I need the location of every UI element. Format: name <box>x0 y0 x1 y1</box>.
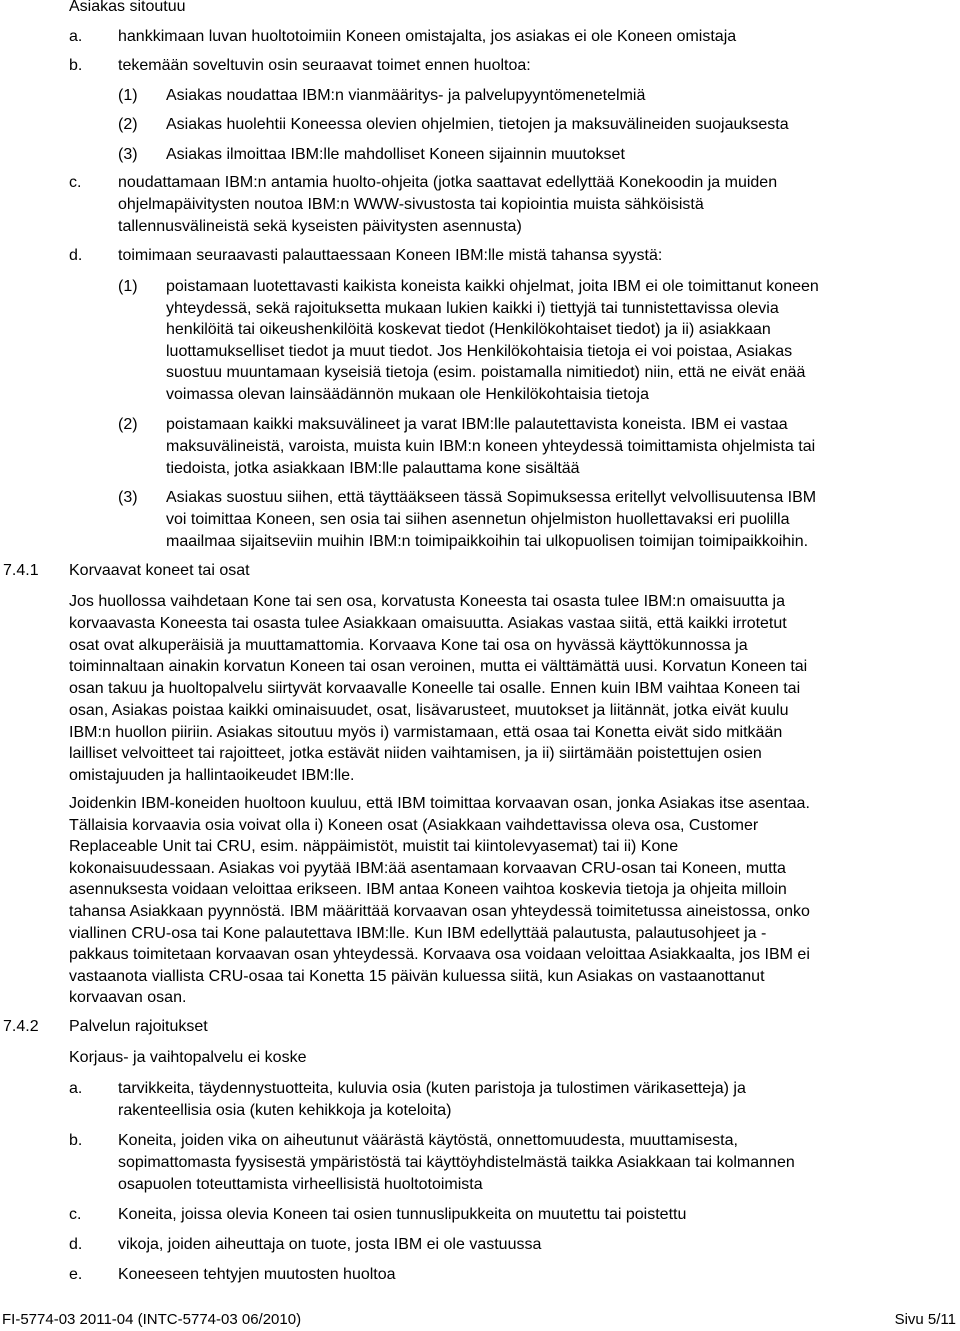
footer-page-number: Sivu 5/11 <box>894 1311 956 1328</box>
paragraph-line: Replaceable Unit tai CRU, esim. näppäimistöt, muistit tai kiintolevyasemat) tai ii) Kone <box>69 838 679 856</box>
item-b1-marker: (1) <box>118 87 138 104</box>
item-c-line: tallennusvälineistä sekä kyseisten päivitysten asennusta) <box>118 218 522 235</box>
section-741-paragraph-2 <box>69 793 810 1009</box>
list-item-line: Koneita, joiden vika on aiheutunut väärästä käytöstä, onnettomuudesta, muuttamisesta, <box>118 1132 738 1149</box>
section-742-item-d-marker: d. <box>69 1236 83 1253</box>
intro-text: Asiakas sitoutuu <box>69 0 186 15</box>
section-742-title: Palvelun rajoitukset <box>69 1018 208 1035</box>
item-d1-line: voimassa olevan lainsäädännön mukaan ole Henkilökohtaisia tietoja <box>166 385 649 403</box>
paragraph-line: korvaavan osan. <box>69 989 187 1007</box>
item-d3-line: Asiakas suostuu siihen, että täyttääkseen tässä Sopimuksessa eritellyt velvollisuutensa IBM <box>166 489 817 506</box>
paragraph-line: viallinen CRU-osa tai Kone palautettava IBM:lle. Kun IBM edellyttää palautusta, palautusohjeet ja - <box>69 924 767 942</box>
section-741-title: Korvaavat koneet tai osat <box>69 562 250 579</box>
list-item-line: tarvikkeita, täydennystuotteita, kuluvia osia (kuten paristoja ja tulostimen värikasetteja) ja <box>118 1080 746 1097</box>
list-item-line: osapuolen toteuttamista virheellisistä huoltotoimista <box>118 1176 483 1193</box>
item-d2-text <box>166 414 815 480</box>
item-d1-line: poistamaan luotettavasti kaikista koneista kaikki ohjelmat, joita IBM ei ole toimittanut koneen <box>166 278 819 295</box>
paragraph-line: omistajuuden ja hallintaoikeudet IBM:lle. <box>69 767 355 784</box>
paragraph-line: lailliset velvoitteet tai rajoitteet, jotka estävät niiden vaihtamisen, ja ii) siirtämään poistettujen osien <box>69 745 762 763</box>
section-742-item-b-text <box>118 1130 795 1196</box>
item-b1-text: Asiakas noudattaa IBM:n vianmääritys- ja palvelupyyntömenetelmiä <box>166 87 646 104</box>
item-d3-marker: (3) <box>118 489 138 506</box>
section-741-number: 7.4.1 <box>3 562 39 579</box>
section-741-paragraph-1 <box>69 591 807 787</box>
item-d-text: toimimaan seuraavasti palauttaessaan Koneen IBM:lle mistä tahansa syystä: <box>118 247 663 264</box>
section-742-item-a-marker: a. <box>69 1080 83 1097</box>
paragraph-line: korvaavasta Koneesta tai osasta tulee Asiakkaan omaisuutta. Asiakas vastaa siitä, että kaikki irrotetut <box>69 614 787 632</box>
paragraph-line: osan takuu ja huoltopalvelu siirtyvät korvaavalle Koneelle tai osalle. Ennen kuin IBM vaihtaa Koneen tai <box>69 680 801 697</box>
paragraph-line: Tällaisia korvaavia osia voivat olla i) Koneen osat (Asiakkaan vaihdettavissa oleva osa, Customer <box>69 816 759 834</box>
paragraph-line: tahansa Asiakkaan pyynnöstä. IBM määrittää korvaavan osan yhteydessä toimitetussa aineistossa, onko <box>69 902 810 920</box>
item-d3-line: voi toimittaa Koneen, sen osia tai siihen asennetun ohjelmiston huollettavaksi eri puolilla <box>166 511 790 528</box>
item-d1-text <box>166 276 819 406</box>
item-d1-line: suostuu muuntamaan kyseisiä tietoja (esim. poistamalla nimitiedot) niin, että ne eivät enää <box>166 364 806 382</box>
section-742-number: 7.4.2 <box>3 1018 39 1035</box>
section-742-item-c-marker: c. <box>69 1206 82 1223</box>
footer-doc-id: FI-5774-03 2011-04 (INTC-5774-03 06/2010) <box>2 1311 302 1328</box>
item-a-marker: a. <box>69 28 83 45</box>
paragraph-line: Jos huollossa vaihdetaan Kone tai sen osa, korvatusta Koneesta tai osasta tulee IBM:n omaisuutta ja <box>69 593 785 610</box>
item-b-marker: b. <box>69 57 83 74</box>
item-a-text: hankkimaan luvan huoltotoimiin Koneen omistajalta, jos asiakas ei ole Koneen omistaja <box>118 28 737 45</box>
paragraph-line: osan, Asiakas poistaa kaikki ominaisuudet, osat, lisävarusteet, muutokset ja liitännät, jotka eivät kuulu <box>69 701 789 719</box>
item-d2-marker: (2) <box>118 416 138 433</box>
list-item-line: rakenteellisia osia (kuten kehikkoja ja koteloita) <box>118 1102 452 1119</box>
section-742-item-e-text: Koneeseen tehtyjen muutosten huoltoa <box>118 1266 396 1283</box>
paragraph-line: Joidenkin IBM-koneiden huoltoon kuuluu, että IBM toimittaa korvaavan osan, jonka Asiakas itse asentaa. <box>69 795 810 812</box>
item-c-text <box>118 172 777 238</box>
list-item-line: sopimattomasta fyysisestä ympäristöstä tai käyttöyhdistelmästä taikka Asiakkaan tai kolmannen <box>118 1154 795 1171</box>
section-742-item-e-marker: e. <box>69 1266 83 1283</box>
paragraph-line: pakkaus toimitetaan korvaavan osan yhteydessä. Korvaava osa voidaan veloittaa Asiakkaalta, jos IBM ei <box>69 946 810 964</box>
paragraph-line: kokonaisuudessaan. Asiakas voi pyytää IBM:ää asentamaan korvaavan CRU-osan tai Koneen, mutta <box>69 859 786 877</box>
item-c-marker: c. <box>69 174 82 191</box>
section-742-item-b-marker: b. <box>69 1132 83 1149</box>
item-c-line: noudattamaan IBM:n antamia huolto-ohjeita (jotka saattavat edellyttää Konekoodin ja muiden <box>118 174 778 191</box>
item-c-line: ohjelmapäivitysten noutoa IBM:n WWW-sivustosta tai kopiointia muista sähköisistä <box>118 196 704 213</box>
item-d3-text <box>166 487 816 553</box>
item-d2-line: poistamaan kaikki maksuvälineet ja varat IBM:lle palautettavista koneista. IBM ei vastaa <box>166 416 788 433</box>
item-d3-line: maailmaa sijaitseviin muihin IBM:n toimipaikkoihin tai ulkopuolisen toimijan toimipaikkoihin. <box>166 533 809 550</box>
item-b-text: tekemään soveltuvin osin seuraavat toimet ennen huoltoa: <box>118 57 531 74</box>
item-d2-line: tiedoista, jotka asiakkaan IBM:lle palauttama kone sisältää <box>166 460 580 477</box>
section-742-item-c-text: Koneita, joissa olevia Koneen tai osien tunnuslipukkeita on muutettu tai poistettu <box>118 1206 687 1223</box>
paragraph-line: osat ovat alkuperäisiä ja muuttamattomia. Korvaava Kone tai osa on hyvässä käyttökunnossa ja <box>69 636 748 654</box>
item-b2-text: Asiakas huolehtii Koneessa olevien ohjelmien, tietojen ja maksuvälineiden suojauksesta <box>166 116 789 133</box>
item-d1-line: luottamukselliset tiedot ja muut tiedot. Jos Henkilökohtaisia tietoja ei voi poistaa, Asiakas <box>166 342 793 360</box>
section-742-item-a-text <box>118 1078 746 1122</box>
item-b3-text: Asiakas ilmoittaa IBM:lle mahdolliset Koneen sijainnin muutokset <box>166 146 625 163</box>
paragraph-line: asennuksesta voidaan veloittaa erikseen. IBM antaa Koneen vaihtoa koskevia tietoja ja ohjeita milloin <box>69 881 787 899</box>
section-742-intro: Korjaus- ja vaihtopalvelu ei koske <box>69 1049 307 1066</box>
item-b3-marker: (3) <box>118 146 138 163</box>
item-d1-line: henkilöitä tai oikeushenkilöitä koskevat tiedot (Henkilökohtaiset tiedot) ja ii) asiakkaan <box>166 321 771 339</box>
section-742-item-d-text: vikoja, joiden aiheuttaja on tuote, josta IBM ei ole vastuussa <box>118 1236 542 1253</box>
item-d1-marker: (1) <box>118 278 138 295</box>
item-d1-line: yhteydessä, sekä rajoituksetta mukaan lukien kaikki i) tiettyjä tai tunnistettavissa olevia <box>166 299 779 317</box>
item-d2-line: maksuvälineistä, varoista, muista kuin IBM:n koneen yhteydessä toimittamista ohjelmista tai <box>166 438 816 455</box>
item-b2-marker: (2) <box>118 116 138 133</box>
paragraph-line: IBM:n huollon piiriin. Asiakas sitoutuu myös i) varmistamaan, että osaa tai Konetta eivät sido mitkään <box>69 723 783 741</box>
paragraph-line: toiminnaltaan ainakin korvatun Koneen tai osan veroinen, mutta ei välttämättä uusi. Korvatun Koneen tai <box>69 658 808 676</box>
paragraph-line: vastaanota viallista CRU-osaa tai Konetta 15 päivän kuluessa siitä, kun Asiakas on vastaanottanut <box>69 967 765 985</box>
item-d-marker: d. <box>69 247 83 264</box>
